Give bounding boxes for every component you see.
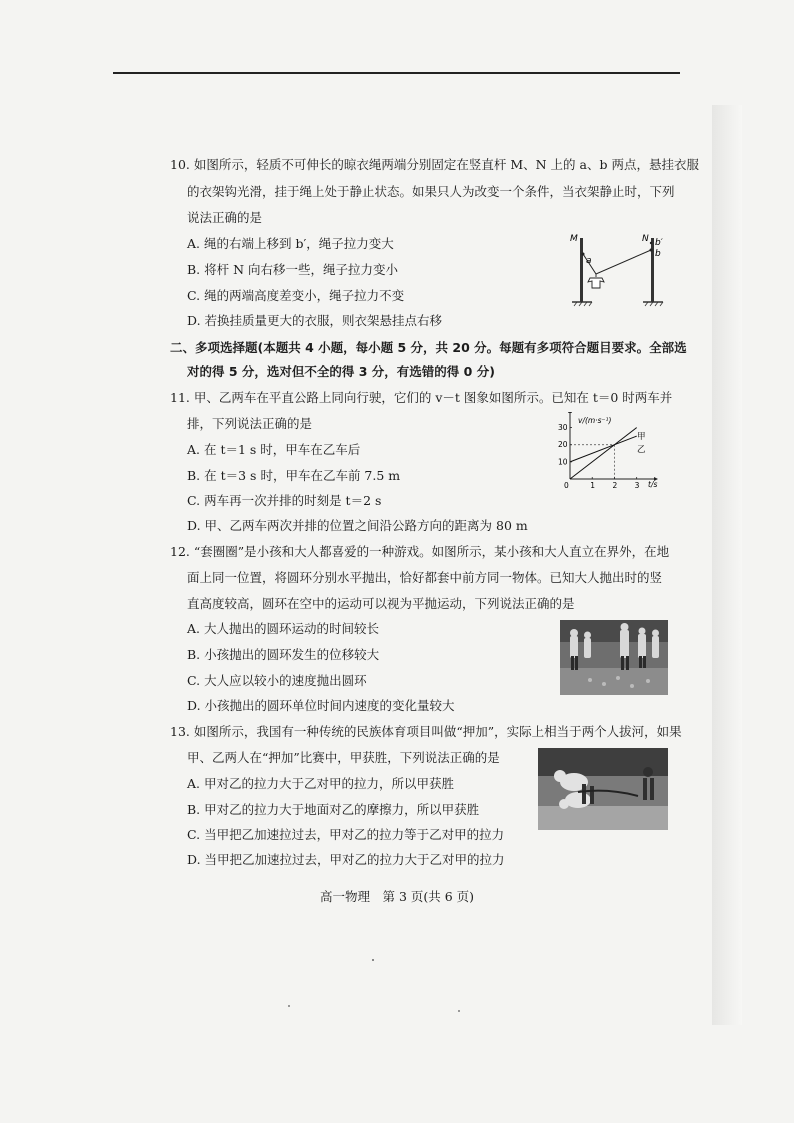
x-tick-label: 1 (590, 481, 596, 490)
x-tick-label: 2 (612, 481, 618, 490)
q11-option-c: C. 两车再一次并排的时刻是 t＝2 s (187, 493, 382, 508)
q13-option-d: D. 当甲把乙加速拉过去，甲对乙的拉力大于乙对甲的拉力 (187, 852, 505, 867)
q12-option-c: C. 大人应以较小的速度抛出圆环 (187, 673, 367, 688)
scan-dot (372, 959, 374, 961)
q11-line2: 排，下列说法正确的是 (187, 416, 313, 431)
q12-option-d: D. 小孩抛出的圆环单位时间内速度的变化量较大 (187, 698, 455, 713)
label-M: M (570, 234, 578, 244)
label-b: b (655, 249, 661, 259)
q12-line1: 12. “套圈圈”是小孩和大人都喜爱的一种游戏。如图所示，某小孩和大人直立在界外，在地 (170, 544, 670, 559)
series-line-jia (570, 428, 637, 479)
y-axis-arrow (568, 412, 572, 413)
q12-line2: 面上同一位置，将圆环分别水平抛出，恰好都套中前方同一物体。已知大人抛出时的竖 (187, 570, 663, 585)
clothesline-figure (566, 230, 668, 310)
q11-option-a: A. 在 t＝1 s 时，甲车在乙车后 (187, 442, 361, 457)
chart-y-label: v/(m·s⁻¹) (578, 416, 612, 425)
q11-option-d: D. 甲、乙两车两次并排的位置之间沿公路方向的距离为 80 m (187, 518, 528, 533)
y-tick-label: 20 (558, 440, 568, 450)
scan-dot (288, 1005, 290, 1007)
q13-option-c: C. 当甲把乙加速拉过去，甲对乙的拉力等于乙对甲的拉力 (187, 827, 505, 842)
q10-line3: 说法正确的是 (187, 210, 263, 225)
series-line-yi (570, 436, 637, 462)
q10-option-b: B. 将杆 N 向右移一些，绳子拉力变小 (187, 262, 399, 277)
scan-dot (458, 1010, 460, 1012)
ring-toss-photo (560, 620, 668, 695)
x-tick-label: 0 (564, 481, 569, 490)
q11-option-b: B. 在 t＝3 s 时，甲车在乙车前 7.5 m (187, 468, 401, 483)
header-rule (113, 72, 680, 74)
chart-x-label: t/s (648, 480, 658, 489)
q10-option-a: A. 绳的右端上移到 b′，绳子拉力变大 (187, 236, 394, 251)
series-label-jia: 甲 (637, 432, 646, 442)
label-a: a (586, 256, 592, 266)
q12-line3: 直高度较高，圆环在空中的运动可以视为平抛运动，下列说法正确的是 (187, 596, 575, 611)
q10-line2: 的衣架钩光滑，挂于绳上处于静止状态。如果只人为改变一个条件，当衣架静止时，下列 (187, 184, 675, 199)
q10-option-c: C. 绳的两端高度差变小，绳子拉力不变 (187, 288, 405, 303)
q13-option-a: A. 甲对乙的拉力大于乙对甲的拉力，所以甲获胜 (187, 776, 454, 791)
q13-option-b: B. 甲对乙的拉力大于地面对乙的摩擦力，所以甲获胜 (187, 802, 480, 817)
label-N: N (642, 234, 649, 244)
q12-option-a: A. 大人抛出的圆环运动的时间较长 (187, 621, 379, 636)
vt-chart (556, 412, 672, 492)
q13-line2: 甲、乙两人在“押加”比赛中，甲获胜，下列说法正确的是 (187, 750, 500, 765)
section2-line2: 对的得 5 分，选对但不全的得 3 分，有选错的得 0 分) (187, 364, 495, 379)
label-b-prime: b′ (655, 238, 663, 248)
q12-option-b: B. 小孩抛出的圆环发生的位移较大 (187, 647, 380, 662)
page-footer: 高一物理 第 3 页(共 6 页) (319, 889, 475, 904)
q11-line1: 11. 甲、乙两车在平直公路上同向行驶，它们的 v－t 图象如图所示。已知在 t＝0 时两车并 (170, 390, 673, 405)
yajia-photo (538, 748, 668, 830)
q13-line1: 13. 如图所示，我国有一种传统的民族体育项目叫做“押加”，实际上相当于两个人拔河，如果 (170, 724, 682, 739)
section2-line1: 二、多项选择题(本题共 4 小题，每小题 5 分，共 20 分。每题有多项符合题目要求。全部选 (170, 340, 687, 355)
q10-line1: 10. 如图所示，轻质不可伸长的晾衣绳两端分别固定在竖直杆 M、N 上的 a、b 两点，悬挂衣服 (170, 157, 699, 172)
q10-option-d: D. 若换挂质量更大的衣服，则衣架悬挂点右移 (187, 313, 443, 328)
x-tick-label: 3 (634, 481, 640, 490)
y-tick-label: 30 (558, 423, 568, 433)
series-label-yi: 乙 (637, 445, 646, 455)
y-tick-label: 10 (558, 457, 568, 467)
